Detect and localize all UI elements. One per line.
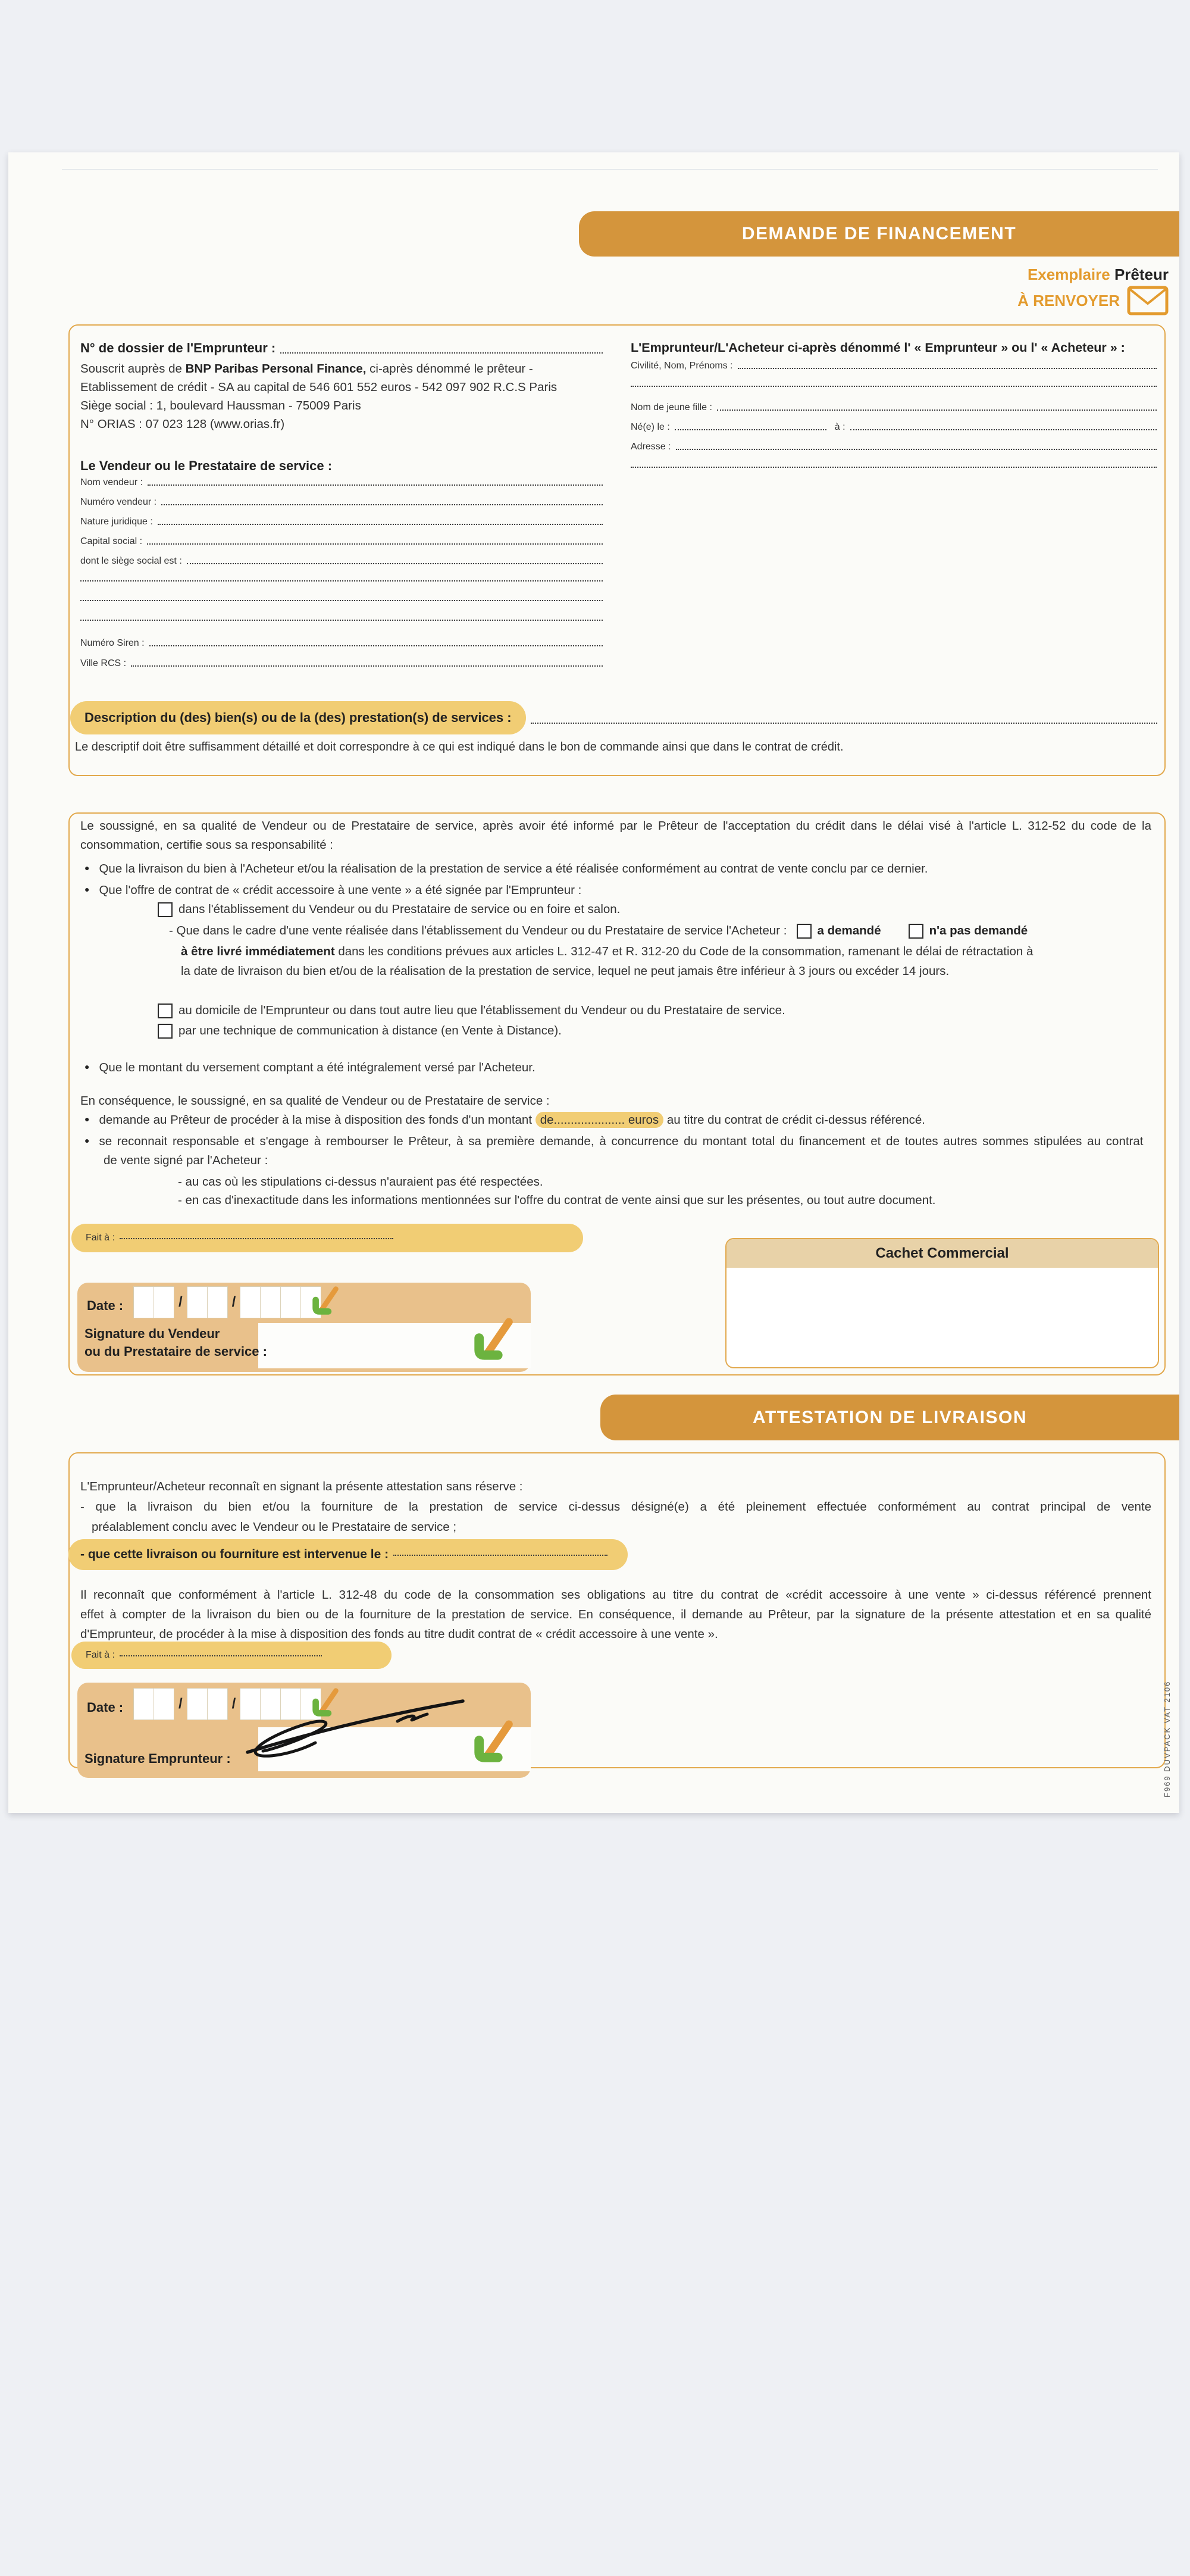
attest-line-1: - que la livraison du bien et/ou la fourniture de la prestation de service ci-dessus désigné(e) a été pleinement effectuée conformément au contrat principal de vente (80, 1500, 1151, 1514)
head-office-label: dont le siège social est : (80, 556, 182, 566)
fait-a-borrower-highlight (71, 1642, 392, 1669)
address-field[interactable] (676, 448, 1157, 450)
vendor-number-row (80, 497, 603, 508)
civility-field-2[interactable] (631, 386, 1157, 387)
cert-tiret-1: - au cas où les stipulations ci-dessus n'auraient pas été respectées. (178, 1175, 543, 1189)
legal-form-label: Nature juridique : (80, 517, 153, 527)
vendor-number-field[interactable] (161, 504, 603, 505)
bullet-icon: ● (84, 1114, 90, 1124)
civility-label: Civilité, Nom, Prénoms : (631, 361, 733, 371)
borrower-date-label: Date : (87, 1700, 124, 1715)
vendor-number-label: Numéro vendeur : (80, 497, 157, 507)
vendor-signature-label-1: Signature du Vendeur (84, 1326, 220, 1341)
description-label: Description du (des) bien(s) ou de la (des) prestation(s) de services : (84, 710, 512, 725)
fait-a-borrower-field[interactable] (120, 1655, 322, 1656)
lender-line-3: Siège social : 1, boulevard Haussman - 75009 Paris (80, 399, 361, 412)
copy-label: Exemplaire (1027, 265, 1110, 283)
maiden-name-label: Nom de jeune fille : (631, 402, 712, 412)
bullet-icon: ● (84, 884, 90, 894)
address-field-2[interactable] (631, 467, 1157, 468)
address-label: Adresse : (631, 442, 671, 452)
address-row (631, 442, 1157, 452)
checkbox-na-pas-demande[interactable] (909, 924, 923, 939)
fait-a-vendor-label: Fait à : (86, 1233, 115, 1243)
birth-place-field[interactable] (850, 429, 1157, 430)
lender-line-4: N° ORIAS : 07 023 128 (www.orias.fr) (80, 417, 285, 431)
cert-bullet-4: ● demande au Prêteur de procéder à la mise à disposition des fonds d'un montant de..................... euros au titre du contrat de crédit ci-dessus référencé. (84, 1113, 925, 1127)
capital-field[interactable] (147, 543, 603, 545)
cert-demande-line-3: la date de livraison du bien et/ou de la réalisation de la prestation de service, lequel ne peut jamais être inférieur à 3 jours ou excéder 14 jours. (181, 964, 950, 978)
cachet-commercial-box[interactable] (725, 1238, 1159, 1368)
amount-highlight[interactable]: de..................... euros (536, 1112, 663, 1128)
vendor-date-label: Date : (87, 1298, 124, 1313)
cert-demande-row: - Que dans le cadre d'une vente réalisée dans l'établissement du Vendeur ou du Prestataire de service l'Acheteur : a demandé n'a pas demandé (169, 924, 1028, 937)
delivery-date-label: - que cette livraison ou fourniture est intervenue le : (80, 1548, 389, 1561)
bullet-icon: ● (84, 1062, 90, 1071)
cert-checkbox-distance: par une technique de communication à distance (en Vente à Distance). (158, 1024, 562, 1039)
siren-row (80, 638, 603, 649)
section-header-attestation (600, 1395, 1179, 1440)
attest-paragraph-2a: Il reconnaît que conformément à l'article L. 312-48 du code de la consommation ses obligations au titre du contrat de «crédit accessoire à une vente » ci-dessus référencé prennent (80, 1588, 1151, 1602)
legal-form-row (80, 517, 603, 527)
siren-field[interactable] (149, 645, 603, 646)
birth-date-field[interactable] (675, 429, 826, 430)
head-office-field[interactable] (187, 562, 603, 564)
cert-bullet-5: ● se reconnait responsable et s'engage à rembourser le Prêteur, à sa première demande, à concurrence du montant total du financement et de toutes autres sommes stipulées au contrat (84, 1134, 1144, 1148)
rcs-city-row (80, 658, 603, 669)
head-office-field-2[interactable] (80, 580, 603, 582)
civility-field[interactable] (738, 367, 1157, 369)
vendor-signature-label-2: ou du Prestataire de service : (84, 1344, 267, 1359)
attest-paragraph-1: L'Emprunteur/Acheteur reconnaît en signant la présente attestation sans réserve : (80, 1480, 523, 1493)
cert-bullet-2: ● Que l'offre de contrat de « crédit accessoire à une vente » a été signée par l'Emprunteur : (84, 883, 582, 897)
dossier-number-field[interactable] (280, 352, 603, 354)
fait-a-vendor-highlight (71, 1224, 583, 1252)
siren-label: Numéro Siren : (80, 638, 145, 648)
section-header-financement (579, 211, 1179, 257)
scanned-form-page (8, 152, 1179, 1813)
head-office-row (80, 556, 603, 567)
description-field[interactable] (531, 722, 1157, 724)
cert-tiret-2: - en cas d'inexactitude dans les informations mentionnées sur l'offre du contrat de vente ainsi que sur les présentes, ou tout autre document. (178, 1193, 936, 1207)
vendor-date-cells[interactable]: / / (133, 1286, 321, 1318)
checkbox-domicile[interactable] (158, 1003, 173, 1018)
copy-value: Prêteur (1114, 265, 1169, 283)
vendor-name-row (80, 477, 603, 488)
cert-paragraph-1a: Le soussigné, en sa qualité de Vendeur ou de Prestataire de service, après avoir été informé par le Prêteur de l'acceptation du crédit dans le délai visé à l'article L. 312-52 du code de la (80, 819, 1151, 833)
bullet-icon: ● (84, 863, 90, 873)
sign-here-icon (469, 1314, 520, 1365)
legal-form-field[interactable] (158, 523, 603, 525)
borrower-section-title: L'Emprunteur/L'Acheteur ci-après dénommé l' « Emprunteur » ou l' « Acheteur » : (631, 340, 1125, 355)
bullet-icon: ● (84, 1136, 90, 1145)
fait-a-vendor-field[interactable] (120, 1237, 393, 1239)
description-row (70, 701, 1157, 734)
cert-paragraph-2: En conséquence, le soussigné, en sa qualité de Vendeur ou de Prestataire de service : (80, 1094, 550, 1108)
checkbox-establishment[interactable] (158, 902, 173, 917)
cert-checkbox-establishment: dans l'établissement du Vendeur ou du Prestataire de service ou en foire et salon. (158, 902, 620, 917)
rcs-city-field[interactable] (131, 665, 603, 667)
delivery-date-field[interactable] (393, 1554, 607, 1556)
cert-paragraph-1b: consommation, certifie sous sa responsabilité : (80, 838, 334, 852)
envelope-icon (1127, 286, 1169, 315)
checkbox-a-demande[interactable] (797, 924, 812, 939)
civility-row (631, 361, 1157, 371)
dossier-number-row (80, 340, 603, 356)
cert-bullet-3: ● Que le montant du versement comptant a été intégralement versé par l'Acheteur. (84, 1061, 536, 1074)
head-office-field-4[interactable] (80, 620, 603, 621)
description-note: Le descriptif doit être suffisamment détaillé et doit correspondre à ce qui est indiqué dans le bon de commande ainsi que dans le contrat de crédit. (75, 740, 844, 754)
capital-row (80, 536, 603, 547)
capital-label: Capital social : (80, 536, 143, 546)
birth-row (631, 422, 1157, 433)
lender-line-1: Souscrit auprès de BNP Paribas Personal Finance, ci-après dénommé le prêteur - (80, 362, 533, 376)
birth-date-label: Né(e) le : (631, 422, 670, 432)
borrower-date-cells[interactable]: / / (133, 1688, 321, 1720)
delivery-date-highlight (68, 1539, 628, 1570)
dossier-number-label: N° de dossier de l'Emprunteur : (80, 340, 276, 355)
vendor-section-title: Le Vendeur ou le Prestataire de service : (80, 458, 333, 473)
form-reference-code: F969 DUVPACK VAT 2106 (1163, 1680, 1172, 1797)
handwritten-signature (226, 1695, 488, 1762)
cert-bullet-5b: de vente signé par l'Acheteur : (104, 1153, 268, 1167)
return-label: À RENVOYER (1017, 291, 1120, 310)
rcs-city-label: Ville RCS : (80, 658, 127, 668)
vendor-name-field[interactable] (148, 484, 603, 486)
cert-demande-line-2: à être livré immédiatement dans les conditions prévues aux articles L. 312-47 et R. 312-20 du Code de la consommation, ramenant le délai de rétractation à (181, 945, 1034, 958)
description-highlight (70, 701, 526, 734)
copy-destination-block (1017, 265, 1169, 315)
copy-line (1017, 265, 1169, 284)
attest-line-2: préalablement conclu avec le Vendeur ou le Prestataire de service ; (92, 1520, 457, 1534)
attest-paragraph-2b: effet à compter de la livraison du bien ou de la fourniture de la prestation de service. En conséquence, il demande au Prêteur, par la signature de la présente attestation et en sa qualité (80, 1608, 1151, 1621)
head-office-field-3[interactable] (80, 600, 603, 601)
section-header-financement-label: DEMANDE DE FINANCEMENT (741, 224, 1017, 243)
cert-bullet-1: ● Que la livraison du bien à l'Acheteur et/ou la réalisation de la prestation de service a été réalisée conformément au contrat de vente conclu par ce dernier. (84, 862, 928, 876)
sign-here-icon (309, 1284, 343, 1318)
attest-paragraph-2c: d'Emprunteur, de procéder à la mise à disposition des fonds au titre dudit contrat de « crédit accessoire à une vente ». (80, 1627, 718, 1641)
birth-place-label: à : (834, 422, 845, 432)
lender-line-2: Etablissement de crédit - SA au capital de 546 601 552 euros - 542 097 902 R.C.S Paris (80, 380, 558, 394)
maiden-name-field[interactable] (717, 409, 1157, 411)
section-header-attestation-label: ATTESTATION DE LIVRAISON (753, 1408, 1027, 1427)
vendor-name-label: Nom vendeur : (80, 477, 143, 487)
fait-a-borrower-label: Fait à : (86, 1650, 115, 1660)
cert-checkbox-domicile: au domicile de l'Emprunteur ou dans tout autre lieu que l'établissement du Vendeur ou du Prestataire de service. (158, 1003, 785, 1018)
checkbox-distance[interactable] (158, 1024, 173, 1039)
borrower-signature-label: Signature Emprunteur : (84, 1751, 231, 1766)
maiden-name-row (631, 402, 1157, 413)
cachet-commercial-title: Cachet Commercial (726, 1239, 1158, 1268)
